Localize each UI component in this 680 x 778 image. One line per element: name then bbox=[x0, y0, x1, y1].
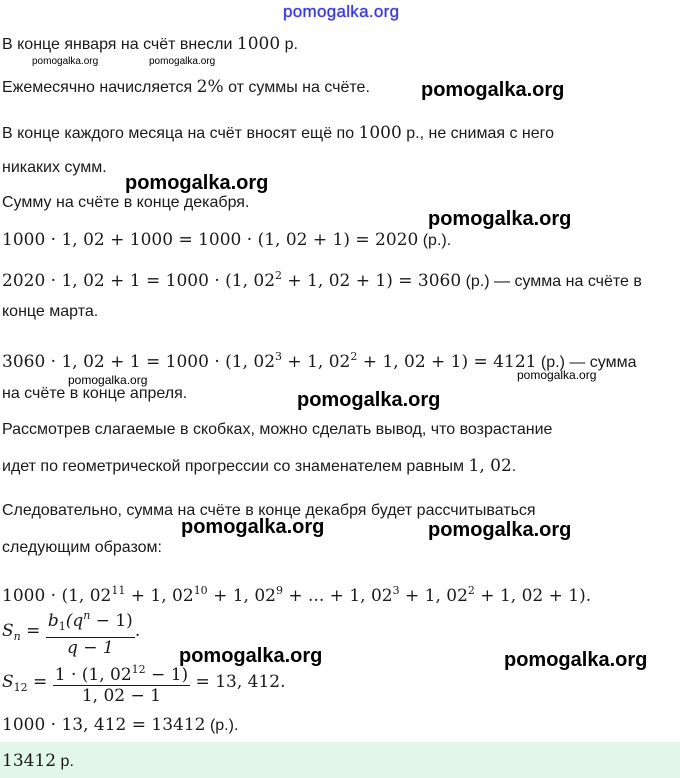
calc-march: 2020 · 1, 02 + 1 = 1000 · (1, $02^2 + 1$, 02 + 1) = 3060 (р.) — сумма на счёте в bbox=[2, 269, 642, 291]
final-calc: 1000 · 13, 412 = 13412 (р.). bbox=[2, 715, 239, 735]
watermark-7: pomogalka.org bbox=[179, 645, 323, 667]
watermark-small-4: pomogalka.org bbox=[517, 368, 597, 382]
given-deposit: В конце января на счёт внесли 1000 р. bbox=[2, 34, 298, 54]
watermark-1: pomogalka.org bbox=[421, 79, 565, 101]
watermark-small-3: pomogalka.org bbox=[68, 373, 148, 387]
watermark-2: pomogalka.org bbox=[125, 172, 269, 194]
given-monthly: В конце каждого месяца на счёт вносят ещё по 1000 р., не снимая с него bbox=[2, 123, 555, 143]
watermark-top: pomogalka.org bbox=[283, 2, 400, 21]
conclusion-2: идет по геометрической прогрессии со знаменателем равным 1, 02. bbox=[2, 456, 517, 476]
answer: 13412 р. bbox=[2, 751, 74, 771]
watermark-8: pomogalka.org bbox=[504, 649, 648, 671]
calc-february: 1000 · 1, 02 + 1000 = 1000 · (1, 02 + 1) = 2020 (р.). bbox=[2, 230, 452, 250]
watermark-small-2: pomogalka.org bbox=[149, 56, 216, 67]
watermark-6: pomogalka.org bbox=[428, 519, 572, 541]
watermark-small-1: pomogalka.org bbox=[32, 56, 99, 67]
answer-band bbox=[0, 742, 680, 778]
calc-april-cont: на счёте в конце апреля. bbox=[2, 385, 188, 402]
formula-sn: $S_n$ = $\frac{b_1(q^n - 1)}{q - 1}$ . bbox=[2, 606, 140, 658]
given-interest: Ежемесячно начисляется 2% от суммы на счёте. bbox=[2, 77, 370, 97]
sum-expression: 1000 · (1, $02^{11} + 1$, $02^{10} + 1$, $02^9$ + ... + 1, $02^3 + 1$, $02^2 + 1$, 02 + 1). bbox=[2, 584, 592, 606]
watermark-4: pomogalka.org bbox=[297, 389, 441, 411]
formula-s12: $S_{12}$ = $\frac{1 \cdot (1, 02^{12} - 1)}{1, 02 - 1}$ = 13, 412. bbox=[2, 660, 285, 706]
given-monthly-cont: никаких сумм. bbox=[2, 159, 107, 176]
calc-march-cont: конце марта. bbox=[2, 303, 99, 320]
therefore-2: следующим образом: bbox=[2, 539, 162, 556]
calc-april: 3060 · 1, 02 + 1 = 1000 · (1, $02^3 + 1$, $02^2 + 1$, 02 + 1) = 4121 (р.) — сумма bbox=[2, 350, 637, 372]
therefore-1: Следовательно, сумма на счёте в конце декабря будет рассчитываться bbox=[2, 502, 536, 519]
watermark-5: pomogalka.org bbox=[181, 516, 325, 538]
conclusion-1: Рассмотрев слагаемые в скобках, можно сделать вывод, что возрастание bbox=[2, 421, 553, 438]
question: Сумму на счёте в конце декабря. bbox=[2, 194, 250, 211]
watermark-3: pomogalka.org bbox=[428, 208, 572, 230]
